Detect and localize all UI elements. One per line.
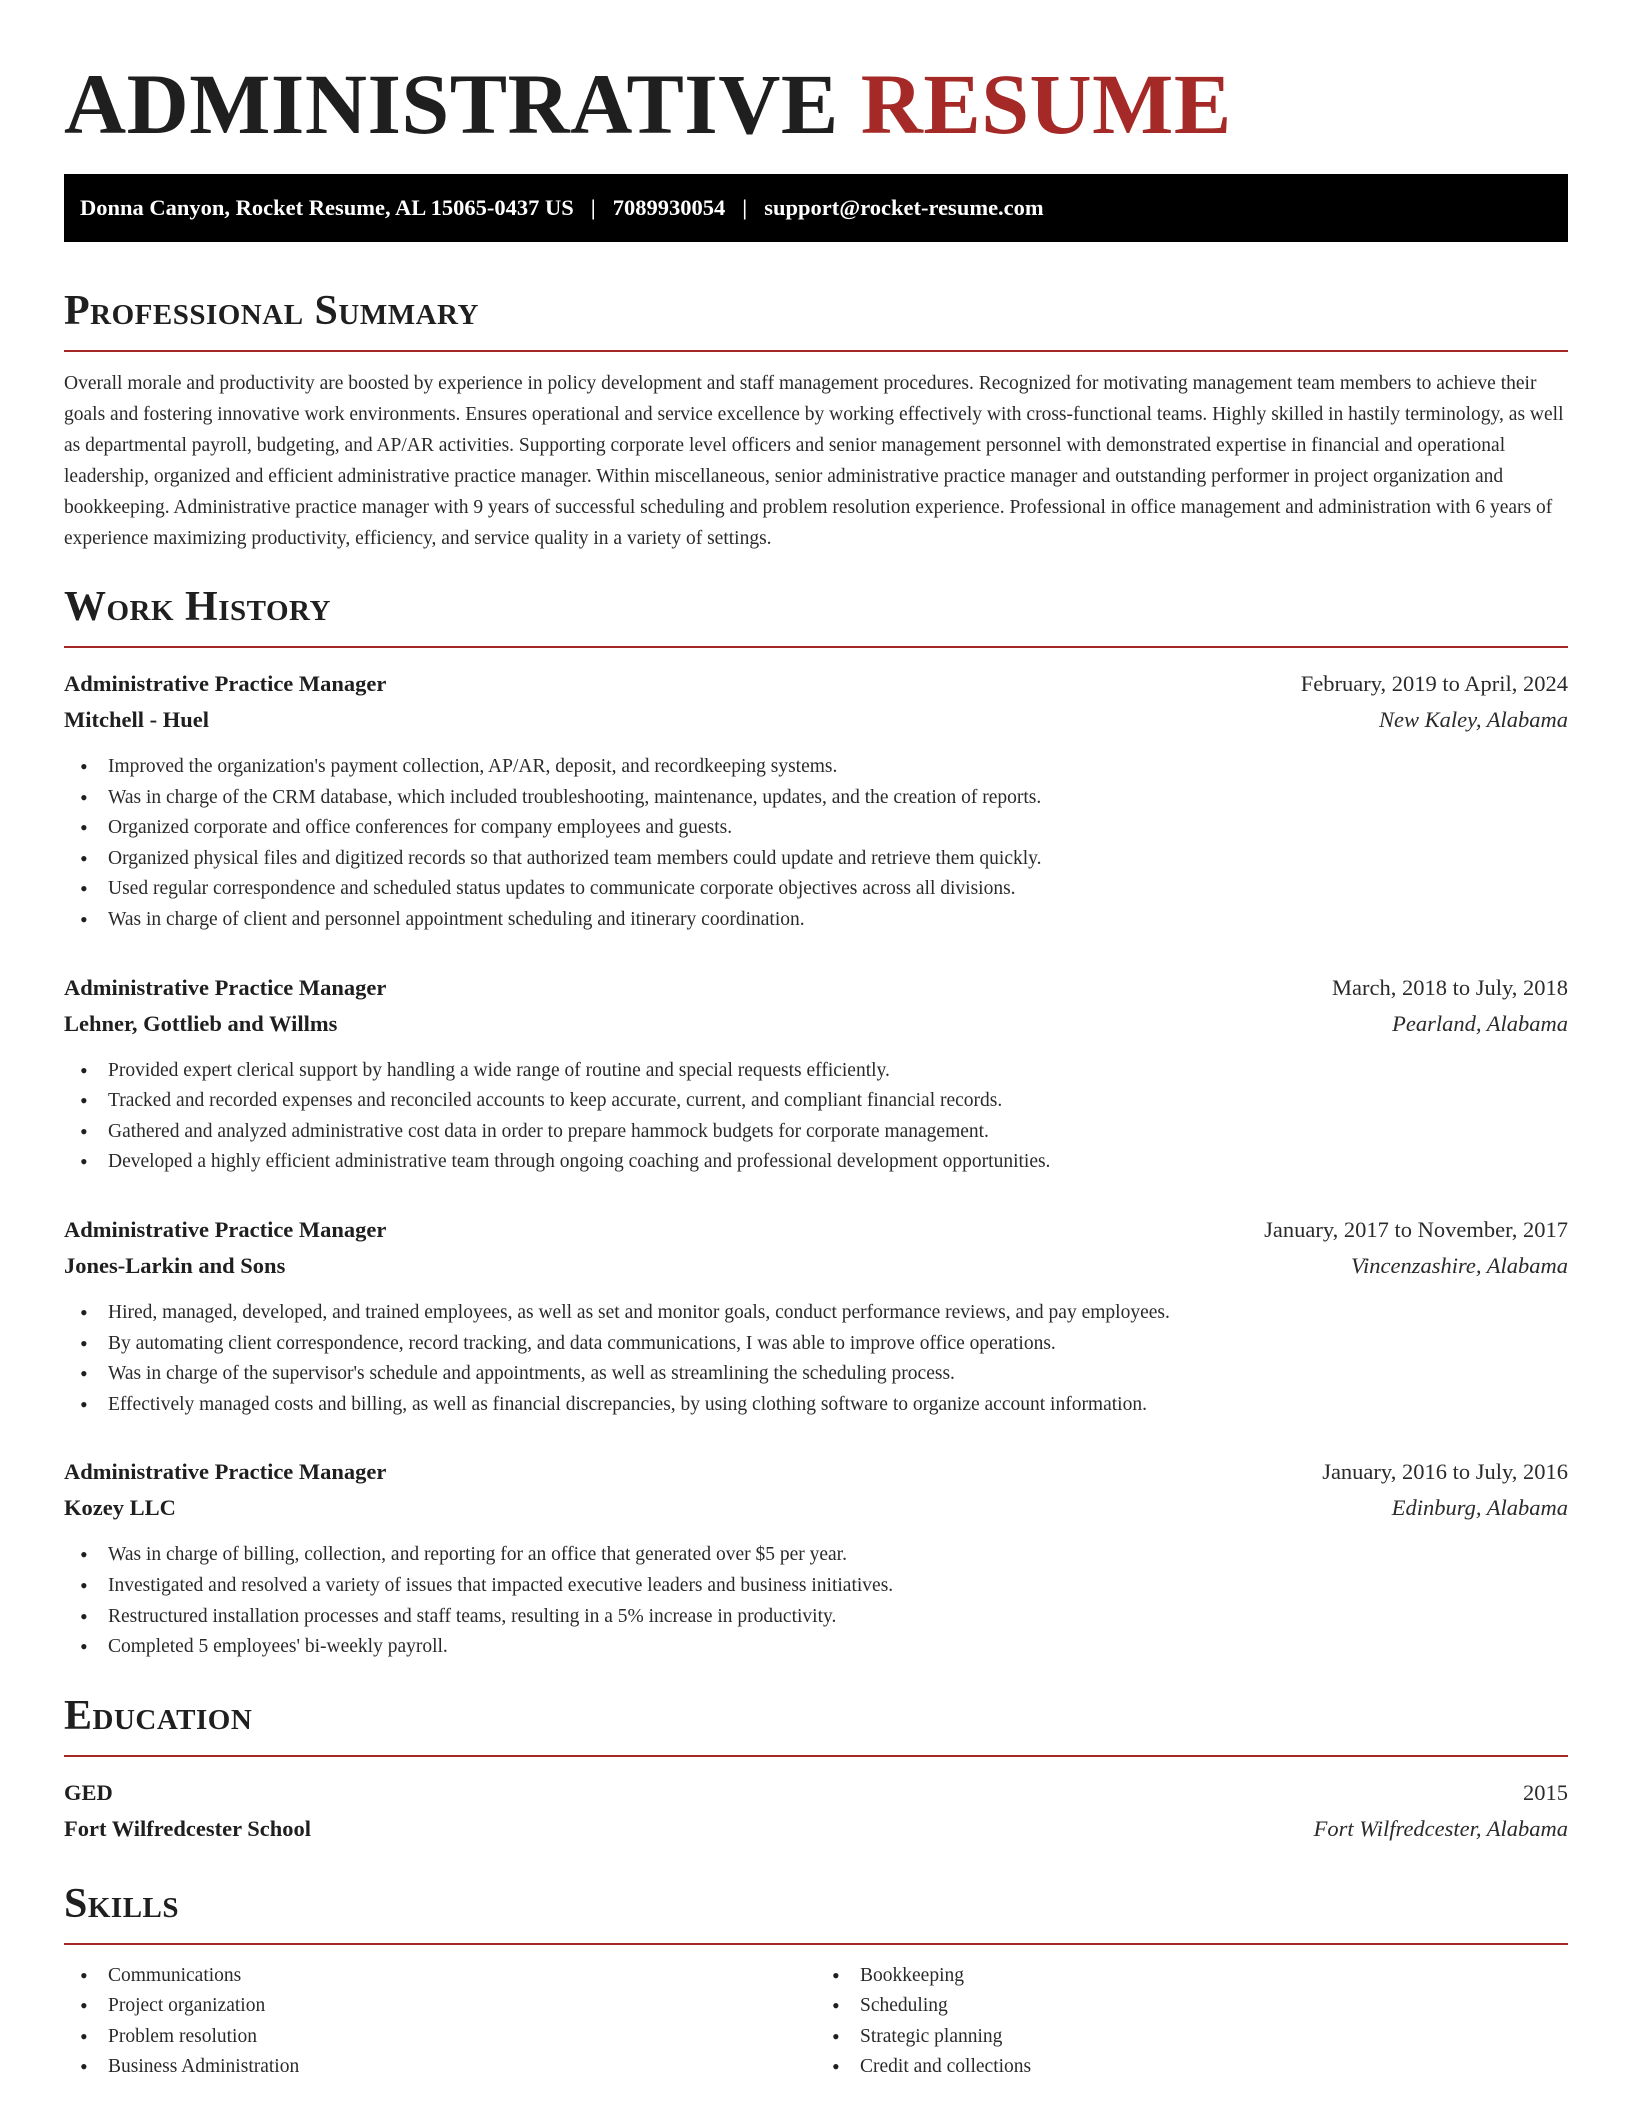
job-entry [64,666,1568,936]
contact-phone: 7089930054 [612,195,726,220]
skill-item: • Bookkeeping [832,1961,1568,1992]
education-degree: GED [64,1779,113,1805]
skill-item: • Scheduling [832,1991,1568,2022]
job-company: Mitchell - Huel [64,707,209,732]
skills-column-right [816,1961,1568,2083]
contact-address: Donna Canyon, Rocket Resume, AL 15065-0437 US [80,195,574,220]
job-location: Vincenzashire, Alabama [1350,1252,1568,1278]
job-header-row [64,1212,1568,1248]
job-dates: March, 2018 to July, 2018 [1331,974,1568,1000]
contact-email[interactable]: support@rocket-resume.com [764,195,1044,220]
job-bullet-item: • Hired, managed, developed, and trained employees, as well as set and monitor goals, conduct performance reviews, and pay employees. [80,1298,1568,1329]
skills-list-left [64,1961,816,2083]
section-divider [64,646,1568,648]
job-bullet-item: • Tracked and recorded expenses and reconciled accounts to keep accurate, current, and compliant financial records. [80,1086,1568,1117]
skills-column-left [64,1961,816,2083]
education-location: Fort Wilfredcester, Alabama [1313,1815,1568,1841]
job-bullet-item: • Investigated and resolved a variety of issues that impacted executive leaders and business initiatives. [80,1571,1568,1602]
summary-heading: Professional Summary [64,288,479,334]
job-title: Administrative Practice Manager [64,974,387,1000]
contact-separator: | [742,195,748,220]
job-bullet-item: • Effectively managed costs and billing, as well as financial discrepancies, by using clothing software to organize account information. [80,1390,1568,1421]
job-bullet-item: • Used regular correspondence and scheduled status updates to communicate corporate objectives across all divisions. [80,874,1568,905]
job-bullet-item: • Was in charge of client and personnel appointment scheduling and itinerary coordination. [80,905,1568,936]
contact-bar [64,174,1568,242]
job-company-row [64,1006,1568,1042]
job-bullets [64,1298,1568,1420]
skills-list-right [816,1961,1568,2083]
job-title: Administrative Practice Manager [64,1216,387,1242]
job-location: New Kaley, Alabama [1379,707,1568,732]
section-divider [64,1943,1568,1945]
education-entry [64,1775,1568,1847]
job-bullet-item: • Restructured installation processes and staff teams, resulting in a 5% increase in productivity. [80,1602,1568,1633]
title-accent: RESUME [860,56,1232,152]
job-bullet-item: • Developed a highly efficient administrative team through ongoing coaching and professional development opportunities. [80,1147,1568,1178]
job-bullet-item: • By automating client correspondence, record tracking, and data communications, I was able to improve office operations. [80,1329,1568,1360]
job-company-row [64,1490,1568,1526]
job-title: Administrative Practice Manager [64,671,387,696]
job-bullet-item: • Provided expert clerical support by handling a wide range of routine and special requests efficiently. [80,1056,1568,1087]
job-bullet-item: • Was in charge of the supervisor's schedule and appointments, as well as streamlining the scheduling process. [80,1359,1568,1390]
education-year: 2015 [1523,1779,1568,1805]
job-header-row [64,970,1568,1006]
job-company-row [64,1248,1568,1284]
skill-item: • Business Administration [80,2052,816,2083]
jobs-list [64,666,1568,1663]
job-company-row [64,702,1568,738]
job-header-row [64,666,1568,702]
contact-separator: | [590,195,596,220]
skill-item: • Project organization [80,1991,816,2022]
work-history-section [64,582,1568,1663]
education-school: Fort Wilfredcester School [64,1815,312,1841]
skill-item: • Communications [80,1961,816,1992]
education-section [64,1691,1568,1847]
skills-section [64,1879,1568,2083]
job-bullets [64,752,1568,936]
job-title: Administrative Practice Manager [64,1459,387,1485]
job-entry [64,970,1568,1178]
skill-item: • Credit and collections [832,2052,1568,2083]
job-company: Lehner, Gottlieb and Willms [64,1010,338,1036]
job-entry [64,1212,1568,1420]
summary-section [64,286,1568,554]
job-header-row [64,1454,1568,1490]
skill-item: • Strategic planning [832,2022,1568,2053]
job-dates: January, 2017 to November, 2017 [1264,1216,1568,1242]
job-location: Pearland, Alabama [1392,1010,1568,1036]
job-bullet-item: • Organized physical files and digitized records so that authorized team members could update and retrieve them quickly. [80,844,1568,875]
job-company: Jones-Larkin and Sons [64,1252,286,1278]
title-main: ADMINISTRATIVE [64,56,839,152]
resume-title [64,54,1568,154]
job-bullet-item: • Improved the organization's payment collection, AP/AR, deposit, and recordkeeping systems. [80,752,1568,783]
skills-heading: Skills [64,1880,180,1927]
education-row [64,1775,1568,1811]
job-dates: January, 2016 to July, 2016 [1322,1459,1568,1485]
education-row [64,1811,1568,1847]
education-heading: Education [64,1692,253,1739]
job-bullet-item: • Completed 5 employees' bi-weekly payroll. [80,1632,1568,1663]
job-company: Kozey LLC [64,1495,176,1521]
skill-item: • Problem resolution [80,2022,816,2053]
section-divider [64,350,1568,352]
job-bullet-item: • Organized corporate and office conferences for company employees and guests. [80,813,1568,844]
job-dates: February, 2019 to April, 2024 [1300,671,1568,696]
job-bullets [64,1056,1568,1178]
job-bullet-item: • Was in charge of the CRM database, which included troubleshooting, maintenance, updates, and the creation of reports. [80,783,1568,814]
section-divider [64,1755,1568,1757]
job-bullets [64,1540,1568,1662]
skills-grid [64,1961,1568,2083]
job-bullet-item: • Was in charge of billing, collection, and reporting for an office that generated over $5 per year. [80,1540,1568,1571]
summary-text: Overall morale and productivity are boosted by experience in policy development and staff management procedures. Recognized for motivating management team members to achieve their goals and fostering innovative work environments. Ensures operational and service excellence by working effectively with cross-functional teams. Highly skilled in hastily terminology, as well as departmental payroll, budgeting, and AP/AR activities. Supporting corporate level officers and senior management personnel with demonstrated expertise in financial and operational leadership, organized and efficient administrative practice manager. Within miscellaneous, senior administrative practice manager and outstanding performer in project organization and bookkeeping. Administrative practice manager with 9 years of successful scheduling and problem resolution experience. Professional in office management and administration with 6 years of experience maximizing productivity, efficiency, and service quality in a variety of settings. [64,373,1564,549]
work-history-heading: Work History [64,584,331,630]
job-bullet-item: • Gathered and analyzed administrative cost data in order to prepare hammock budgets for corporate management. [80,1117,1568,1148]
job-location: Edinburg, Alabama [1391,1495,1568,1521]
job-entry [64,1454,1568,1662]
